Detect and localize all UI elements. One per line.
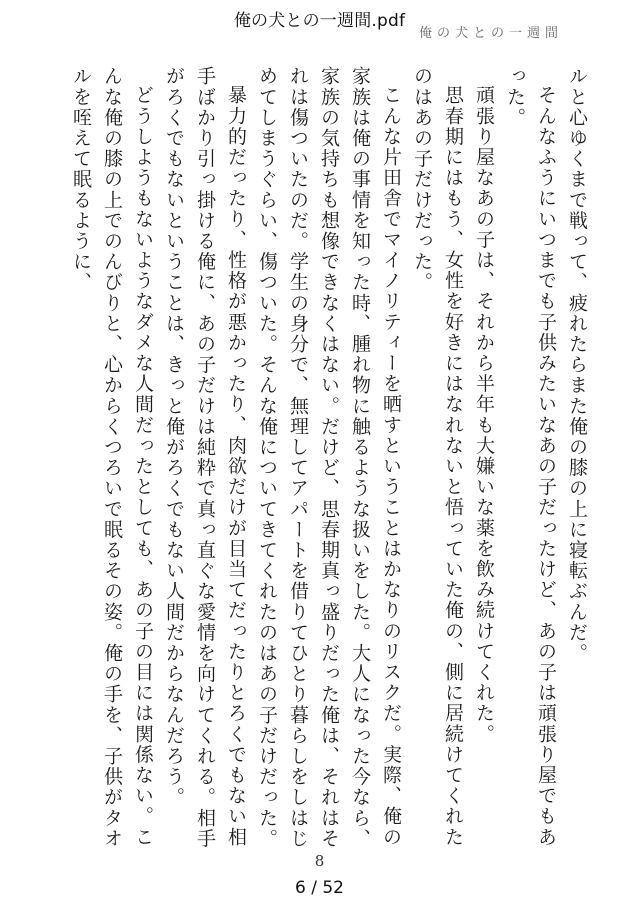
paragraph: 暴力的だったり、性格が悪かったり、肉欲だけが目当てだったりとろくでもない相手ばかり引っ掛ける俺に、あの子だけは純粋で真っ直ぐな愛情を向けてくれる。相手がろくでもないということは、きっと俺がろくでもない人間だからなんだろう。	[163, 66, 247, 849]
paragraph: 頑張り屋なあの子は、それから半年も大嫌いな薬を飲み続けてくれた。	[473, 85, 495, 745]
running-header: 俺の犬との一週間	[418, 26, 563, 41]
document-title: 俺の犬との一週間.pdf	[233, 11, 406, 31]
page-indicator: 6 / 52	[295, 878, 344, 898]
paragraph: ルと心ゆくまで戦って、疲れたらまた俺の膝の上に寝転ぶんだ。	[566, 66, 588, 664]
paragraph: 思春期にはもう、女性を好きにはなれないと悟っていた俺の、側に居続けてくれたのはあの子だけだった。	[411, 66, 464, 848]
paragraph: そんなふうにいつまでも子供みたいなあの子だったけど、あの子は頑張り屋でもあった。	[504, 66, 557, 848]
body-text	[48, 66, 592, 856]
paragraph: どうしようもないようなダメな人間だったとしても、あの子の目には関係ない。こんな俺の膝の上でのんびりと、心からくつろいで眠るその姿。俺の手を、子供がタオルを咥えて眠るように、	[70, 66, 154, 849]
paragraph: こんな片田舎でマイノリティーを晒すということはかなりのリスクだ。実際、俺の家族は俺の事情を知った時、腫れ物に触るような扱いをした。大人になった今なら、家族の気持ちも想像できなくはない。だけど、思春期真っ盛りだった俺は、それはそれは傷ついたのだ。学生の身分で、無理してアパートを借りてひとり暮らしをしはじめてしまうぐらい、傷ついた。そんな俺についてきてくれたのはあの子だけだった。	[256, 66, 402, 849]
page-number: 8	[314, 852, 325, 870]
